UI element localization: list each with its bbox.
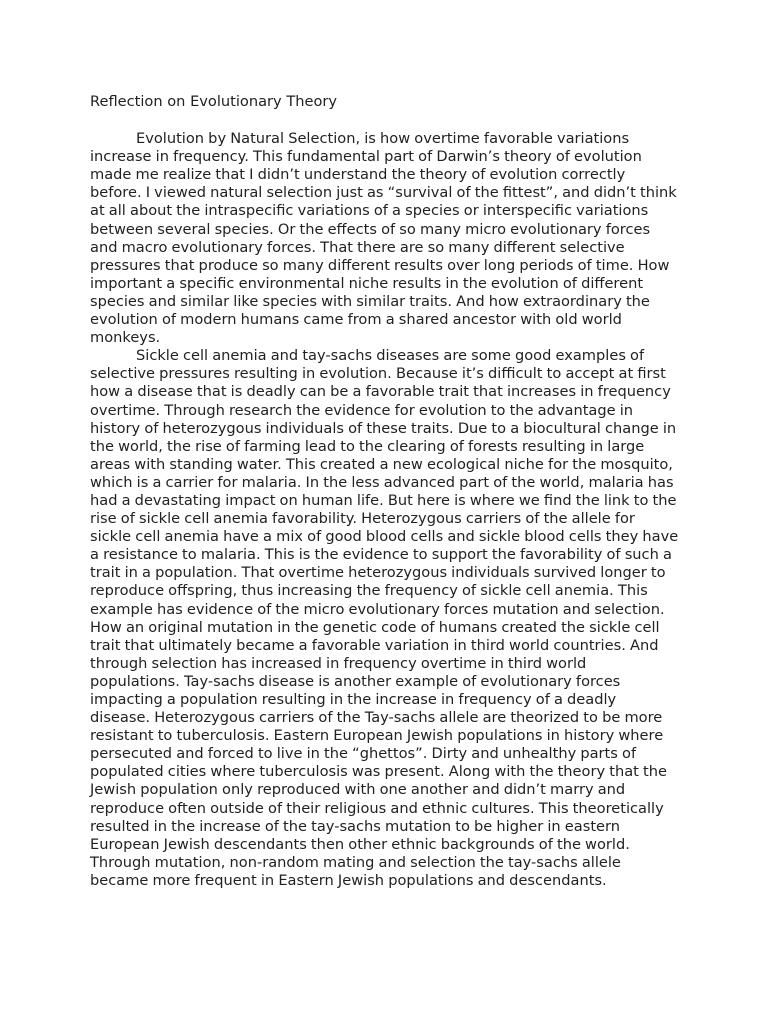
paragraph-2: Sickle cell anemia and tay-sachs diseases are some good examples of selective pressures resulting in evolution. Because it’s difficult to accept at first how a disease that is deadly can be a favorable trait that increases in frequency overtime. Through research the evidence for evolution to the advantage in history of heterozygous individuals of these traits. Due to a biocultural change in the world, the rise of farming lead to the clearing of forests resulting in large areas with standing water. This created a new ecological niche for the mosquito, which is a carrier for malaria. In the less advanced part of the world, malaria has had a devastating impact on human life. But here is where we find the link to the rise of sickle cell anemia favorability. Heterozygous carriers of the allele for sickle cell anemia have a mix of good blood cells and sickle blood cells they have a resistance to malaria. This is the evidence to support the favorability of such a trait in a population. That overtime heterozygous individuals survived longer to reproduce offspring, thus increasing the frequency of sickle cell anemia. This example has evidence of the micro evolutionary forces mutation and selection. How an original mutation in the genetic code of humans created the sickle cell trait that ultimately became a favorable variation in third world countries. And through selection has increased in frequency overtime in third world populations. Tay-sachs disease is another example of evolutionary forces impacting a population resulting in the increase in frequency of a deadly disease. Heterozygous carriers of the Tay-sachs allele are theorized to be more resistant to tuberculosis. Eastern European Jewish populations in history where persecuted and forced to live in the “ghettos”. Dirty and unhealthy parts of populated cities where tuberculosis was present. Along with the theory that the Jewish population only reproduced with one another and didn’t marry and reproduce often outside of their religious and ethnic cultures. This theoretically resulted in the increase of the tay-sachs mutation to be higher in eastern European Jewish descendants then other ethnic backgrounds of the world. Through mutation, non-random mating and selection the tay-sachs allele became more frequent in Eastern Jewish populations and descendants.: [90, 347, 679, 889]
document-body: [90, 93, 680, 890]
document-title: Reflection on Evolutionary Theory: [90, 93, 338, 110]
paragraph-1: Evolution by Natural Selection, is how overtime favorable variations increase in frequency. This fundamental part of Darwin’s theory of evolution made me realize that I didn’t understand the theory of evolution correctly before. I viewed natural selection just as “survival of the fittest”, and didn’t think at all about the intraspecific variations of a species or interspecific variations between several species. Or the effects of so many micro evolutionary forces and macro evolutionary forces. That there are so many different selective pressures that produce so many different results over long periods of time. How important a specific environmental niche results in the evolution of different species and similar like species with similar traits. And how extraordinary the evolution of modern humans came from a shared ancestor with old world monkeys.: [90, 130, 677, 347]
